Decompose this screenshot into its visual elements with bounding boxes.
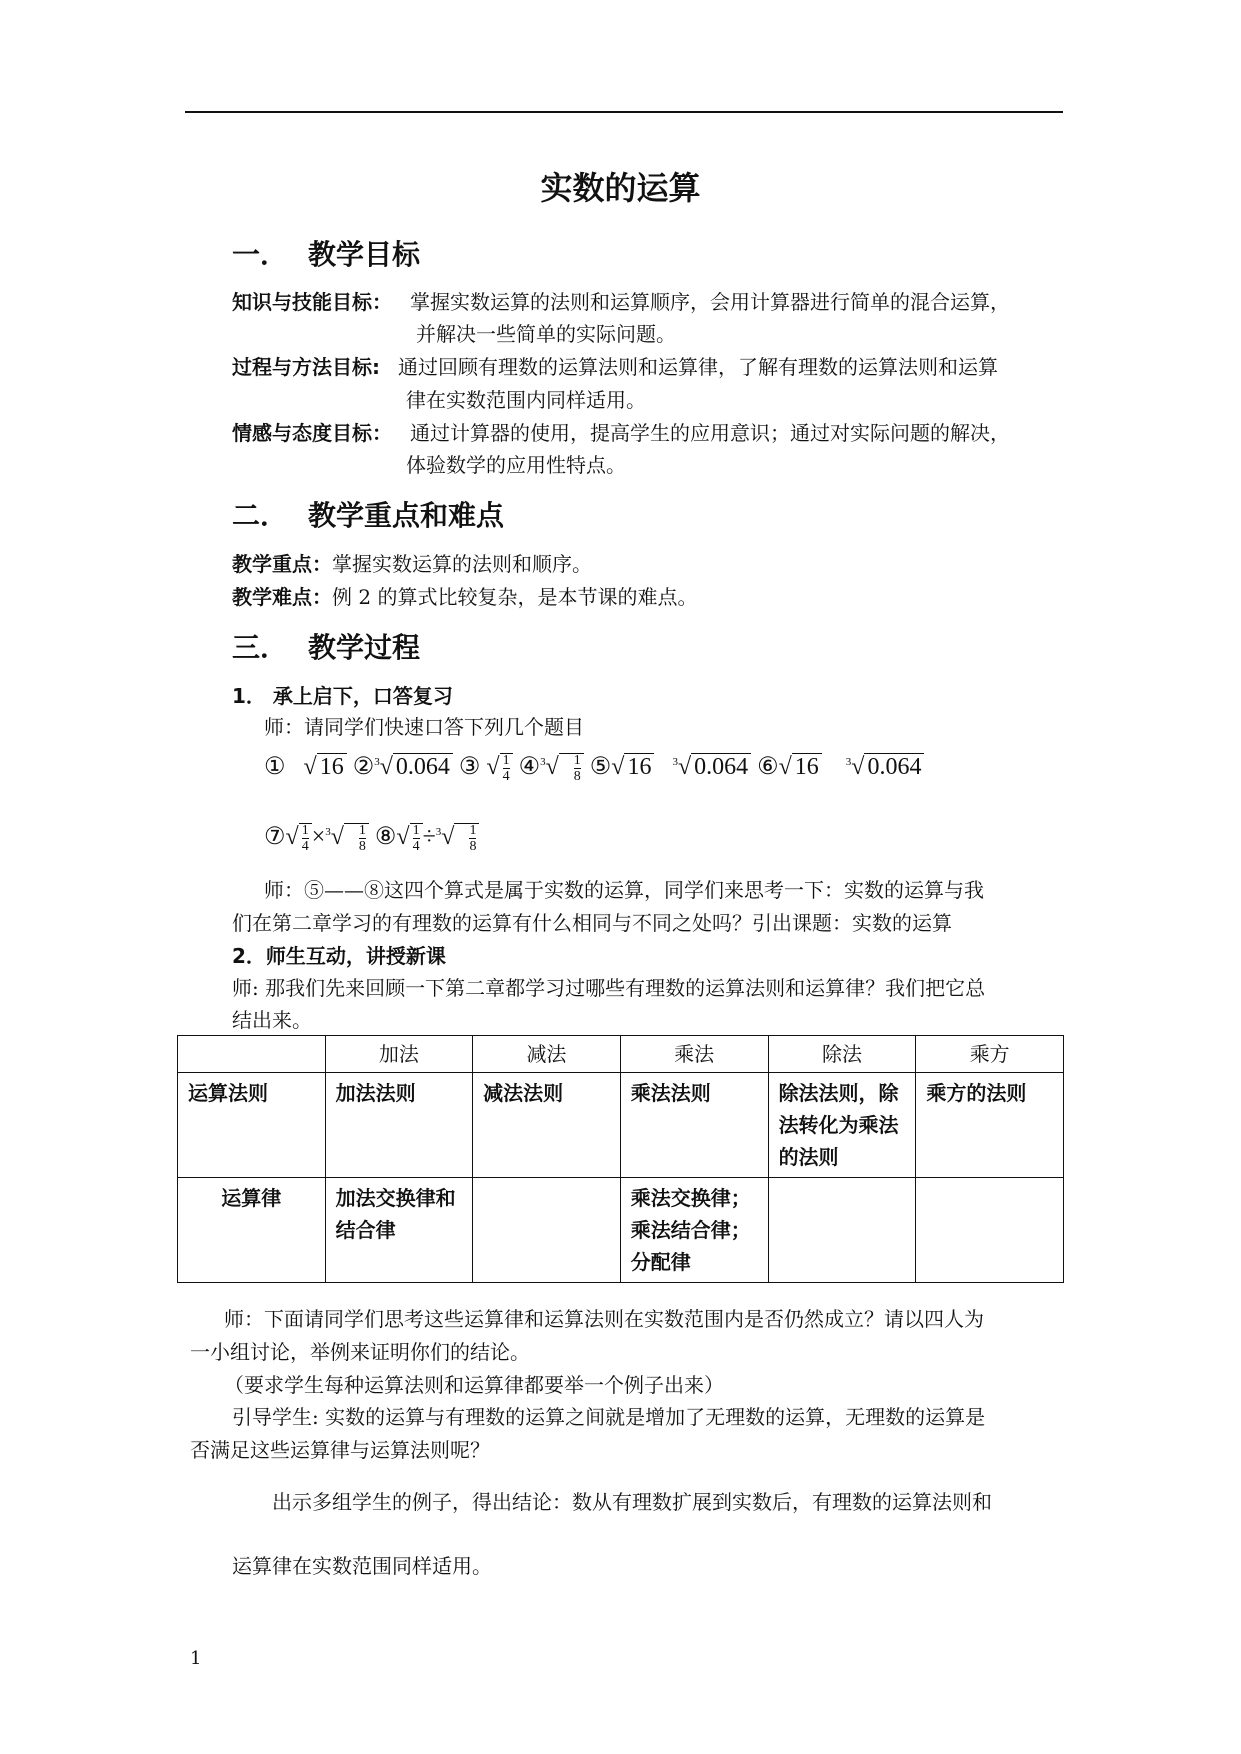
fraction-8b: $\frac{1}{8}$: [469, 822, 477, 854]
fraction-7b: $\frac{1}{8}$: [358, 822, 366, 854]
math-line-1: ① √ 16 ②$^3$√ 0.064 ③ √ $\frac{1}{4}$ ④$^3$√ $\frac{1}{8}$ ⑤√ 16 $^3$√ 0.064 ⑥√ 16 $^3$√ 0.064: [264, 752, 924, 784]
cbrt-0064: 0.064: [393, 753, 453, 780]
after-paragraph-4-line-1: 出示多组学生的例子，得出结论：数从有理数扩展到实数后，有理数的运算法则和: [272, 1490, 992, 1514]
section-3-number: 三．: [232, 631, 289, 664]
circled-2: ②: [352, 754, 375, 780]
paragraph-2-line-2: 结出来。: [232, 1008, 312, 1032]
times-operator: ×: [311, 824, 326, 850]
emotion-goal-text-2: 体验数学的应用性特点。: [406, 453, 626, 477]
after-paragraph-2: （要求学生每种运算法则和运算律都要举一个例子出来）: [224, 1373, 724, 1397]
table-cell: 运算法则: [178, 1073, 326, 1178]
process-goal-text-2: 律在实数范围内同样适用。: [406, 388, 646, 412]
process-goal-label: 过程与方法目标:: [232, 355, 380, 379]
circled-3: ③: [458, 754, 481, 780]
sqrt-16-c: 16: [792, 753, 822, 780]
cube-index-8: 3: [435, 826, 442, 838]
hard-point-label: 教学难点：: [232, 585, 332, 609]
circled-4: ④: [518, 754, 541, 780]
table-header-cell: 乘法: [620, 1036, 768, 1073]
knowledge-goal-label: 知识与技能目标：: [232, 290, 392, 314]
math-line-2: ⑦√ $\frac{1}{4}$ ×$^3$√ $\frac{1}{8}$ ⑧√ $\frac{1}{4}$ ÷$^3$√ $\frac{1}{8}$: [264, 822, 479, 854]
paragraph-1-line-1: 师：⑤——⑧这四个算式是属于实数的运算，同学们来思考一下：实数的运算与我: [264, 878, 984, 902]
step-2-title: 2．师生互动，讲授新课: [232, 944, 446, 968]
circled-1: ①: [264, 754, 286, 780]
cube-index-7: 3: [325, 826, 331, 838]
page-title: 实数的运算: [540, 169, 701, 207]
table-cell: 运算律: [178, 1178, 326, 1283]
section-3-title: 教学过程: [308, 631, 421, 664]
fraction-4: $\frac{1}{8}$: [573, 752, 581, 784]
table-cell: [768, 1178, 916, 1283]
section-2-title: 教学重点和难点: [308, 499, 505, 532]
hard-point-text: 例 2 的算式比较复杂，是本节课的难点。: [332, 585, 698, 609]
paragraph-2-line-1: 师: 那我们先来回顾一下第二章都学习过哪些有理数的运算法则和运算律？我们把它总: [232, 976, 986, 1000]
cube-index-5: 3: [672, 756, 678, 768]
table-cell: 乘法交换律；乘法结合律；分配律: [620, 1178, 768, 1283]
sqrt-16-b: 16: [624, 753, 654, 780]
table-cell: 乘方的法则: [916, 1073, 1064, 1178]
key-point-label: 教学重点：: [232, 552, 332, 576]
circled-5: ⑤: [589, 754, 612, 780]
table-header-cell: [178, 1036, 326, 1073]
table-header-cell: 乘方: [916, 1036, 1064, 1073]
divide-operator: ÷: [422, 824, 436, 850]
table-cell: 减法法则: [473, 1073, 621, 1178]
emotion-goal-label: 情感与态度目标：: [232, 421, 392, 445]
table-cell: 加法交换律和结合律: [325, 1178, 473, 1283]
after-paragraph-4-line-2: 运算律在实数范围同样适用。: [232, 1554, 492, 1578]
hard-point: [232, 581, 697, 610]
table-row: [178, 1178, 1064, 1283]
after-paragraph-3-line-2: 否满足这些运算律与运算法则呢？: [190, 1438, 490, 1462]
table-header-cell: 除法: [768, 1036, 916, 1073]
fraction-3: $\frac{1}{4}$: [502, 752, 510, 784]
table-cell: [916, 1178, 1064, 1283]
cube-index-2: 3: [374, 756, 380, 768]
cbrt-0064-c: 0.064: [864, 753, 924, 780]
process-goal-text: 通过回顾有理数的运算法则和运算律，了解有理数的运算法则和运算: [398, 355, 998, 379]
table-cell: 除法法则，除法转化为乘法的法则: [768, 1073, 916, 1178]
after-paragraph-1-line-2: 一小组讨论，举例来证明你们的结论。: [190, 1340, 530, 1364]
step-1-text: 师：请同学们快速口答下列几个题目: [264, 715, 584, 739]
after-paragraph-3-line-1: 引导学生: 实数的运算与有理数的运算之间就是增加了无理数的运算，无理数的运算是: [232, 1405, 986, 1429]
step-1-title: 1． 承上启下，口答复习: [232, 684, 453, 708]
table-cell: 加法法则: [325, 1073, 473, 1178]
page-number: 1: [190, 1648, 202, 1669]
fraction-8a: $\frac{1}{4}$: [412, 822, 420, 854]
table-cell: 乘法法则: [620, 1073, 768, 1178]
knowledge-goal-text: 掌握实数运算的法则和运算顺序，会用计算器进行简单的混合运算，: [410, 290, 1010, 314]
after-paragraph-1-line-1: 师：下面请同学们思考这些运算律和运算法则在实数范围内是否仍然成立？请以四人为: [224, 1307, 984, 1331]
paragraph-1-line-2: 们在第二章学习的有理数的运算有什么相同与不同之处吗？引出课题：实数的运算: [232, 911, 952, 935]
sqrt-16: 16: [317, 753, 347, 780]
table-header-cell: 加法: [325, 1036, 473, 1073]
cube-index-4: 3: [540, 756, 546, 768]
key-point-text: 掌握实数运算的法则和顺序。: [332, 552, 592, 576]
table-cell: [473, 1178, 621, 1283]
emotion-goal-text: 通过计算器的使用，提高学生的应用意识；通过对实际问题的解决，: [410, 421, 1010, 445]
fraction-7a: $\frac{1}{4}$: [301, 822, 309, 854]
cbrt-0064-b: 0.064: [691, 753, 751, 780]
section-1-number: 一．: [232, 238, 289, 271]
header-rule: [185, 111, 1063, 113]
table-header-row: [178, 1036, 1064, 1073]
circled-6: ⑥: [757, 754, 779, 780]
circled-7: ⑦: [264, 824, 286, 850]
table-row: [178, 1073, 1064, 1178]
section-1-title: 教学目标: [308, 238, 421, 271]
circled-8: ⑧: [374, 824, 397, 850]
cube-index-6: 3: [845, 756, 852, 768]
key-point: [232, 548, 592, 577]
table-header-cell: 减法: [473, 1036, 621, 1073]
knowledge-goal-text-2: 并解决一些简单的实际问题。: [416, 322, 676, 346]
operations-table: [177, 1035, 1064, 1283]
section-2-number: 二．: [232, 499, 289, 532]
